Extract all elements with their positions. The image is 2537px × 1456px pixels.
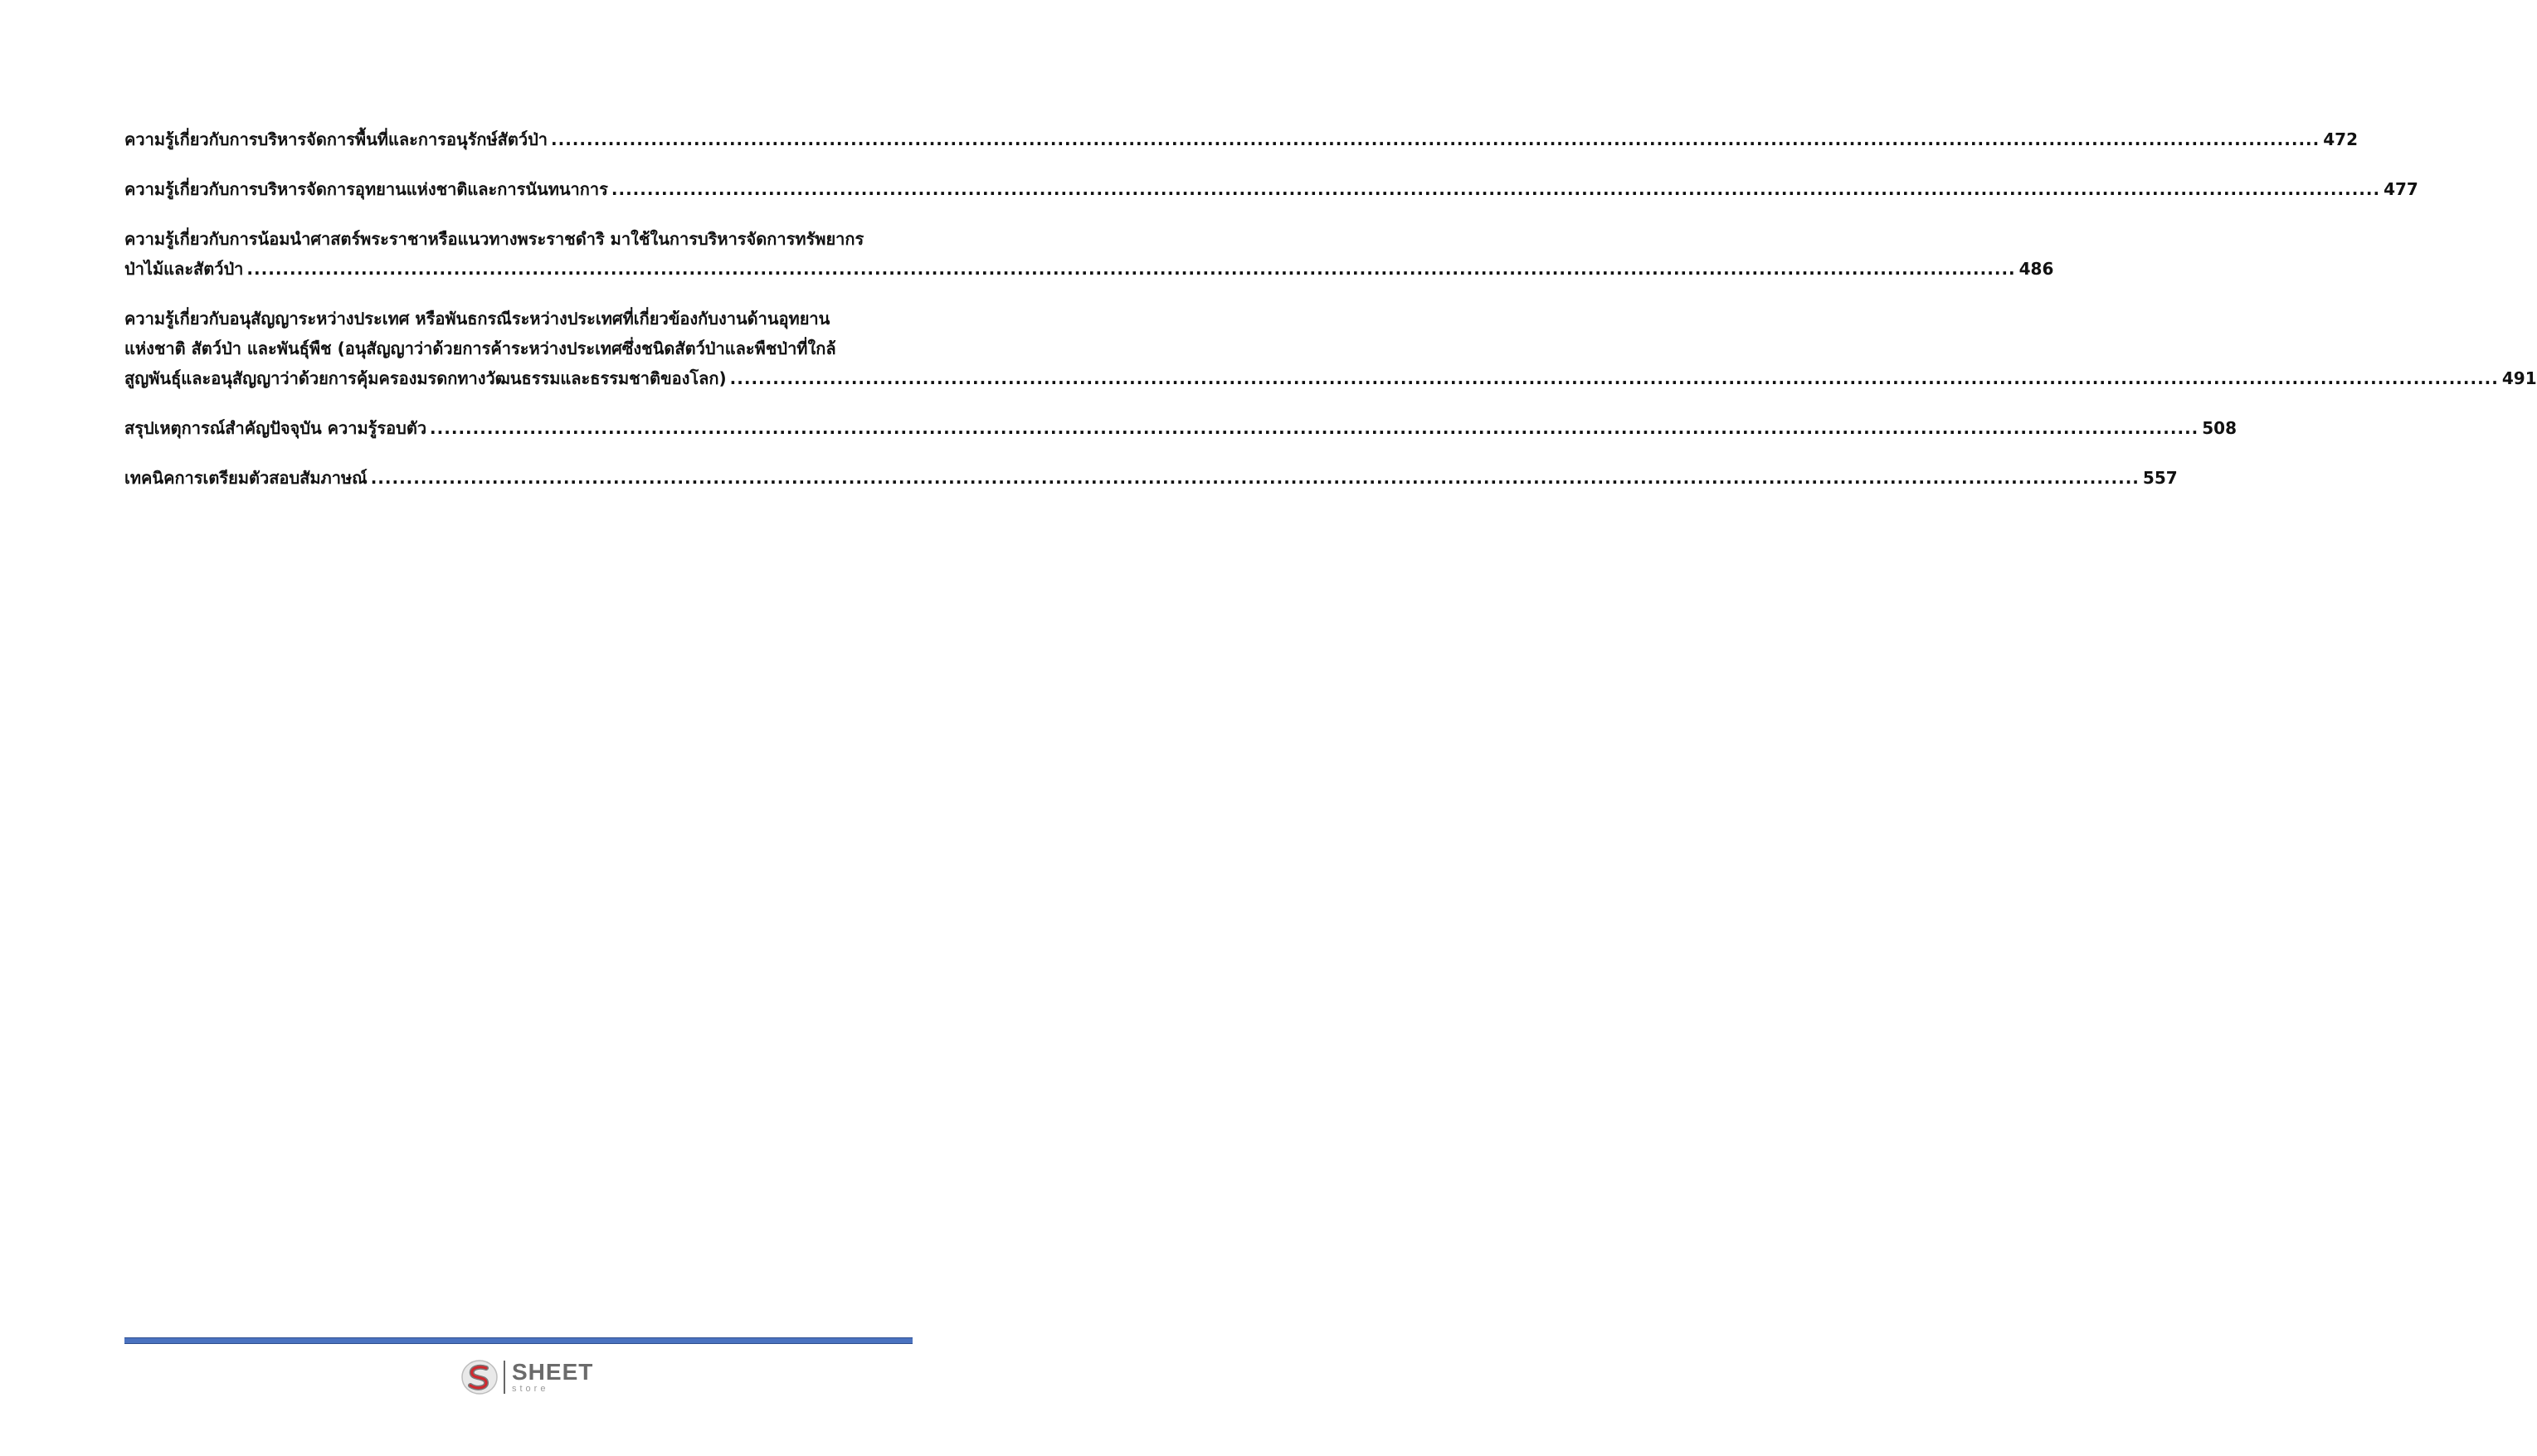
dot-leader (430, 413, 2199, 443)
toc-entry-title-line: ความรู้เกี่ยวกับอนุสัญญาระหว่างประเทศ หรือพันธกรณีระหว่างประเทศที่เกี่ยวข้องกับงานด้านอุทยาน (124, 309, 830, 329)
toc-entry-page: 477 (2384, 179, 2418, 199)
toc-entry[interactable] (124, 413, 2238, 443)
dot-leader (551, 124, 2320, 154)
toc-entry-title: สรุปเหตุการณ์สำคัญปัจจุบัน ความรู้รอบตัว (124, 418, 427, 438)
logo-word: SHEET (512, 1359, 594, 1385)
toc-entry-last-line (124, 363, 2537, 393)
logo-separator (504, 1361, 505, 1394)
footer-rule (124, 1337, 913, 1344)
logo-text (512, 1361, 593, 1394)
toc-entry-title: ความรู้เกี่ยวกับการบริหารจัดการอุทยานแห่งชาติและการนันทนาการ (124, 179, 608, 199)
toc-entry-title-line: ความรู้เกี่ยวกับการน้อมนำศาสตร์พระราชาหรือแนวทางพระราชดำริ มาใช้ในการบริหารจัดการทรัพยากร (124, 229, 864, 249)
toc-entry[interactable] (124, 124, 2358, 154)
toc-entry-page: 508 (2202, 418, 2238, 438)
sheet-store-s-logo-icon (460, 1358, 499, 1396)
toc-entry-page: 491 (2501, 368, 2537, 388)
dot-leader (611, 174, 2380, 204)
toc-entry-last-line (124, 463, 2178, 493)
toc-entry-last-line (124, 174, 2418, 204)
toc-entry[interactable] (124, 224, 2054, 284)
toc-entry-title: เทคนิคการเตรียมตัวสอบสัมภาษณ์ (124, 468, 368, 488)
table-of-contents (124, 124, 2537, 513)
toc-entry[interactable] (124, 174, 2418, 204)
logo-subword: store (512, 1384, 549, 1394)
toc-entry[interactable] (124, 304, 2537, 393)
toc-entry-page: 472 (2323, 129, 2358, 149)
dot-leader (371, 463, 2140, 493)
toc-entry-title: ป่าไม้และสัตว์ป่า (124, 259, 244, 279)
sheet-store-logo (460, 1356, 593, 1399)
toc-entry-title-line: แห่งชาติ สัตว์ป่า และพันธุ์พืช (อนุสัญญาว่าด้วยการค้าระหว่างประเทศซึ่งชนิดสัตว์ป่าและพืชป่าที่ใกล้ (124, 338, 836, 358)
toc-entry-page: 557 (2142, 468, 2178, 488)
toc-entry-last-line (124, 254, 2054, 284)
toc-entry[interactable] (124, 463, 2178, 493)
toc-entry-title: ความรู้เกี่ยวกับการบริหารจัดการพื้นที่และการอนุรักษ์สัตว์ป่า (124, 129, 548, 149)
toc-entry-title: สูญพันธุ์และอนุสัญญาว่าด้วยการคุ้มครองมรดกทางวัฒนธรรมและธรรมชาติของโลก) (124, 368, 727, 388)
dot-leader (246, 254, 2015, 284)
dot-leader (730, 363, 2499, 393)
toc-entry-last-line (124, 413, 2238, 443)
toc-entry-last-line (124, 124, 2358, 154)
toc-entry-page: 486 (2018, 259, 2054, 279)
